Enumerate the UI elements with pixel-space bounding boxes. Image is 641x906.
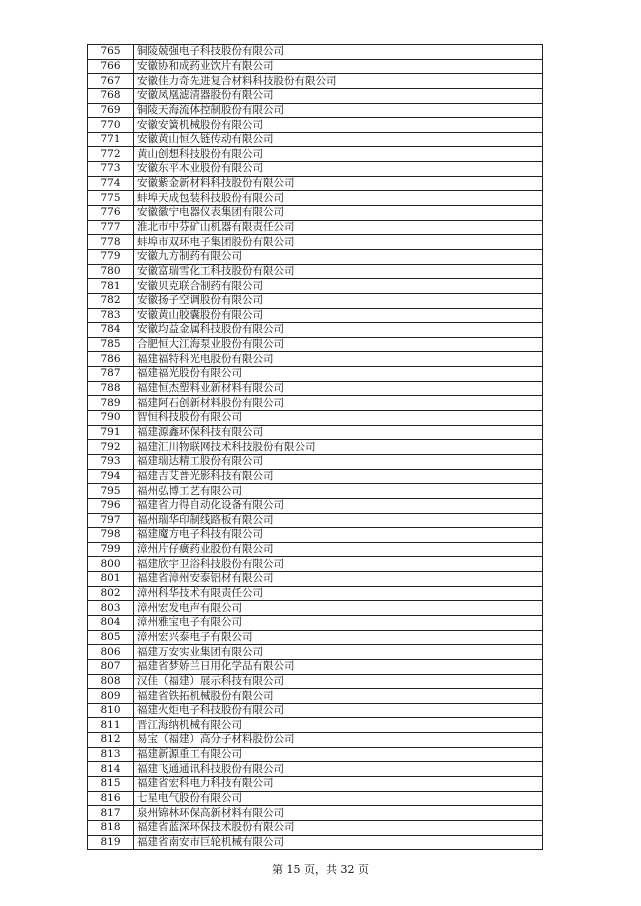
table-row [88,528,543,543]
company-name-cell: 合肥恒大江海泵业股份有限公司 [134,337,543,352]
company-name-cell: 安徽东平木业股份有限公司 [134,162,543,177]
table-row [88,557,543,572]
row-number-cell: 813 [88,747,134,762]
row-number-cell: 815 [88,777,134,792]
table-row [88,645,543,660]
table-row [88,484,543,499]
table-row [88,191,543,206]
row-number-cell: 807 [88,659,134,674]
row-number-cell: 769 [88,103,134,118]
table-row [88,147,543,162]
table-row [88,542,543,557]
company-name-cell: 福建福特科光电股份有限公司 [134,352,543,367]
company-name-cell: 淮北市中芬矿山机器有限责任公司 [134,220,543,235]
table-row [88,118,543,133]
table-row [88,806,543,821]
table-row [88,689,543,704]
table-row [88,513,543,528]
company-name-cell: 汉佳（福建）展示科技有限公司 [134,674,543,689]
table-row [88,440,543,455]
company-name-cell: 福建省力得自动化设备有限公司 [134,498,543,513]
row-number-cell: 768 [88,88,134,103]
company-name-cell: 智恒科技股份有限公司 [134,411,543,426]
company-name-cell: 福建省漳州安泰铝材有限公司 [134,572,543,587]
row-number-cell: 797 [88,513,134,528]
table-row [88,103,543,118]
row-number-cell: 771 [88,132,134,147]
company-name-cell: 泉州锦林环保高新材料有限公司 [134,806,543,821]
row-number-cell: 806 [88,645,134,660]
table-row [88,425,543,440]
company-name-cell: 福建火炬电子科技股份有限公司 [134,703,543,718]
row-number-cell: 777 [88,220,134,235]
company-list-table [87,44,543,850]
company-name-cell: 安徽安簧机械股份有限公司 [134,118,543,133]
table-row [88,220,543,235]
row-number-cell: 779 [88,249,134,264]
row-number-cell: 818 [88,820,134,835]
table-row [88,206,543,221]
table-row [88,572,543,587]
row-number-cell: 805 [88,630,134,645]
company-name-cell: 福建新源重工有限公司 [134,747,543,762]
row-number-cell: 791 [88,425,134,440]
row-number-cell: 789 [88,396,134,411]
row-number-cell: 770 [88,118,134,133]
company-name-cell: 福建省南安市巨轮机械有限公司 [134,835,543,850]
row-number-cell: 816 [88,791,134,806]
row-number-cell: 774 [88,176,134,191]
table-row [88,279,543,294]
row-number-cell: 801 [88,572,134,587]
company-name-cell: 福建省宏科电力科技有限公司 [134,777,543,792]
company-name-cell: 安徽徽宁电器仪表集团有限公司 [134,206,543,221]
company-name-cell: 蚌埠市双环电子集团股份有限公司 [134,235,543,250]
company-name-cell: 福建吉艾普光影科技有限公司 [134,469,543,484]
row-number-cell: 788 [88,381,134,396]
row-number-cell: 783 [88,308,134,323]
company-name-cell: 黄山创想科技股份有限公司 [134,147,543,162]
table-row [88,630,543,645]
row-number-cell: 802 [88,586,134,601]
company-name-cell: 福建省铁拓机械股份有限公司 [134,689,543,704]
table-row [88,59,543,74]
company-name-cell: 福建恒杰塑料业新材料有限公司 [134,381,543,396]
company-name-cell: 漳州科华技术有限责任公司 [134,586,543,601]
table-row [88,454,543,469]
row-number-cell: 767 [88,74,134,89]
company-name-cell: 福建省梦娇兰日用化学品有限公司 [134,659,543,674]
company-name-cell: 福建飞通通讯科技股份有限公司 [134,762,543,777]
row-number-cell: 804 [88,615,134,630]
table-row [88,703,543,718]
row-number-cell: 809 [88,689,134,704]
row-number-cell: 819 [88,835,134,850]
company-name-cell: 福州弘博工艺有限公司 [134,484,543,499]
row-number-cell: 799 [88,542,134,557]
company-name-cell: 安徽协和成药业饮片有限公司 [134,59,543,74]
row-number-cell: 790 [88,411,134,426]
table-row [88,601,543,616]
table-row [88,308,543,323]
row-number-cell: 795 [88,484,134,499]
row-number-cell: 781 [88,279,134,294]
row-number-cell: 796 [88,498,134,513]
company-name-cell: 福建欣宇卫浴科技股份有限公司 [134,557,543,572]
table-row [88,74,543,89]
company-name-cell: 漳州雅宝电子有限公司 [134,615,543,630]
table-row [88,396,543,411]
table-row [88,659,543,674]
row-number-cell: 780 [88,264,134,279]
table-row [88,293,543,308]
table-row [88,586,543,601]
table-row [88,835,543,850]
table-row [88,777,543,792]
table-row [88,45,543,60]
table-row [88,132,543,147]
table-row [88,747,543,762]
row-number-cell: 775 [88,191,134,206]
table-row [88,249,543,264]
company-name-cell: 福建源鑫环保科技有限公司 [134,425,543,440]
row-number-cell: 785 [88,337,134,352]
company-name-cell: 安徽黄山胶囊股份有限公司 [134,308,543,323]
table-row [88,718,543,733]
company-name-cell: 漳州宏发电声有限公司 [134,601,543,616]
table-row [88,411,543,426]
row-number-cell: 798 [88,528,134,543]
company-name-cell: 福建万安实业集团有限公司 [134,645,543,660]
row-number-cell: 792 [88,440,134,455]
company-name-cell: 福建阿石创新材料股份有限公司 [134,396,543,411]
table-row [88,235,543,250]
company-name-cell: 福建瑞达精工股份有限公司 [134,454,543,469]
row-number-cell: 765 [88,45,134,60]
row-number-cell: 773 [88,162,134,177]
company-name-cell: 七星电气股份有限公司 [134,791,543,806]
row-number-cell: 782 [88,293,134,308]
company-name-cell: 漳州宏兴泰电子有限公司 [134,630,543,645]
table-row [88,176,543,191]
row-number-cell: 794 [88,469,134,484]
row-number-cell: 814 [88,762,134,777]
table-row [88,264,543,279]
table-row [88,381,543,396]
table-row [88,352,543,367]
row-number-cell: 772 [88,147,134,162]
company-name-cell: 易宝（福建）高分子材料股份公司 [134,733,543,748]
company-name-cell: 铜陵天海流体控制股份有限公司 [134,103,543,118]
page-number-footer: 第 15 页，共 32 页 [272,863,369,876]
row-number-cell: 808 [88,674,134,689]
table-row [88,733,543,748]
company-name-cell: 安徽富瑞雪化工科技股份有限公司 [134,264,543,279]
row-number-cell: 811 [88,718,134,733]
table-row [88,469,543,484]
row-number-cell: 812 [88,733,134,748]
row-number-cell: 766 [88,59,134,74]
company-name-cell: 安徽黄山恒久链传动有限公司 [134,132,543,147]
row-number-cell: 784 [88,323,134,338]
row-number-cell: 803 [88,601,134,616]
row-number-cell: 786 [88,352,134,367]
table-row [88,88,543,103]
row-number-cell: 800 [88,557,134,572]
company-name-cell: 福建福光股份有限公司 [134,367,543,382]
company-name-cell: 安徽凤凰滤清器股份有限公司 [134,88,543,103]
company-name-cell: 蚌埠天成包装科技股份有限公司 [134,191,543,206]
table-row [88,674,543,689]
company-name-cell: 安徽佳力奇先进复合材料科技股份有限公司 [134,74,543,89]
row-number-cell: 787 [88,367,134,382]
table-row [88,323,543,338]
row-number-cell: 817 [88,806,134,821]
row-number-cell: 793 [88,454,134,469]
table-row [88,498,543,513]
row-number-cell: 810 [88,703,134,718]
table-row [88,162,543,177]
table-row [88,820,543,835]
company-name-cell: 铜陵兢强电子科技股份有限公司 [134,45,543,60]
company-name-cell: 晋江海纳机械有限公司 [134,718,543,733]
table-row [88,762,543,777]
company-name-cell: 漳州片仔癀药业股份有限公司 [134,542,543,557]
company-name-cell: 安徽九方制药有限公司 [134,249,543,264]
table-body [88,45,543,850]
company-name-cell: 安徽贝克联合制药有限公司 [134,279,543,294]
table-row [88,615,543,630]
row-number-cell: 778 [88,235,134,250]
company-name-cell: 福建汇川物联网技术科技股份有限公司 [134,440,543,455]
company-name-cell: 福建省蓝深环保技术股份有限公司 [134,820,543,835]
table-row [88,791,543,806]
company-name-cell: 福建魔方电子科技有限公司 [134,528,543,543]
table-row [88,337,543,352]
company-name-cell: 安徽均益金属科技股份有限公司 [134,323,543,338]
company-name-cell: 安徽扬子空调股份有限公司 [134,293,543,308]
company-name-cell: 安徽紫金新材料科技股份有限公司 [134,176,543,191]
table-row [88,367,543,382]
row-number-cell: 776 [88,206,134,221]
company-name-cell: 福州瑞华印制线路板有限公司 [134,513,543,528]
